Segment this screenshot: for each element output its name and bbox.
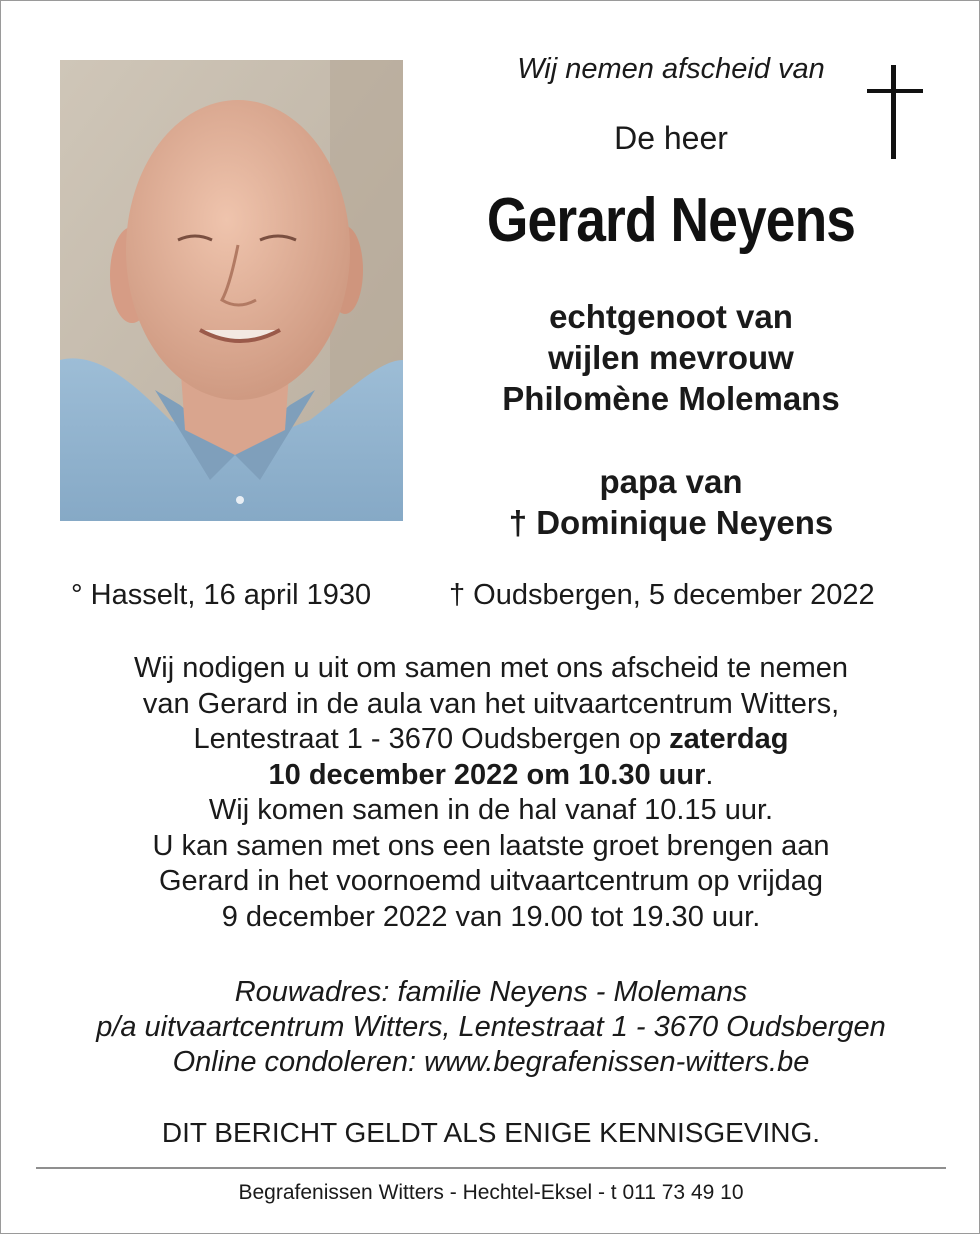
text-line: Gerard in het voornoemd uitvaartcentrum op vrijdag bbox=[158, 865, 824, 897]
text-line bbox=[41, 758, 941, 794]
mourning-address bbox=[21, 975, 961, 1080]
relation-line: Philomène Molemans bbox=[502, 380, 840, 417]
condolence-line: Online condoleren: www.begrafenissen-witters.be bbox=[172, 1046, 810, 1078]
relation-line: papa van bbox=[599, 463, 743, 500]
deceased-name: Gerard Neyens bbox=[486, 186, 856, 255]
birth-date: ° Hasselt, 16 april 1930 bbox=[71, 579, 372, 611]
ceremony-day: zaterdag bbox=[669, 723, 789, 755]
notice-text: DIT BERICHT GELDT ALS ENIGE KENNISGEVING. bbox=[161, 1117, 821, 1148]
ceremony-datetime: 10 december 2022 om 10.30 uur bbox=[268, 758, 706, 791]
text-segment: . bbox=[705, 758, 714, 791]
address-line: p/a uitvaartcentrum Witters, Lentestraat 1 - 3670 Oudsbergen bbox=[96, 1011, 886, 1043]
children-relation bbox=[441, 461, 901, 543]
divider bbox=[36, 1167, 946, 1169]
text-line: Wij nodigen u uit om samen met ons afscheid te nemen bbox=[133, 652, 849, 684]
portrait-photo bbox=[60, 60, 403, 521]
death-date: † Oudsbergen, 5 december 2022 bbox=[449, 579, 875, 611]
spouse-relation bbox=[441, 296, 901, 419]
address-line: Rouwadres: familie Neyens - Molemans bbox=[234, 976, 748, 1008]
text-line bbox=[41, 722, 941, 758]
relation-line: † Dominique Neyens bbox=[508, 504, 834, 541]
relation-line: echtgenoot van bbox=[549, 298, 793, 335]
text-line: van Gerard in de aula van het uitvaartcentrum Witters, bbox=[142, 687, 840, 720]
text-line: U kan samen met ons een laatste groet brengen aan bbox=[152, 829, 830, 862]
text-line: 9 december 2022 van 19.00 tot 19.30 uur. bbox=[221, 900, 761, 933]
ceremony-text bbox=[41, 651, 941, 935]
relation-line: wijlen mevrouw bbox=[548, 339, 794, 376]
footer-text: Begrafenissen Witters - Hechtel-Eksel - t 011 73 49 10 bbox=[238, 1181, 744, 1204]
intro-text: Wij nemen afscheid van bbox=[517, 53, 825, 85]
salutation: De heer bbox=[614, 120, 728, 156]
text-line: Wij komen samen in de hal vanaf 10.15 uur. bbox=[208, 794, 774, 826]
text-segment: Lentestraat 1 - 3670 Oudsbergen op bbox=[193, 723, 670, 755]
